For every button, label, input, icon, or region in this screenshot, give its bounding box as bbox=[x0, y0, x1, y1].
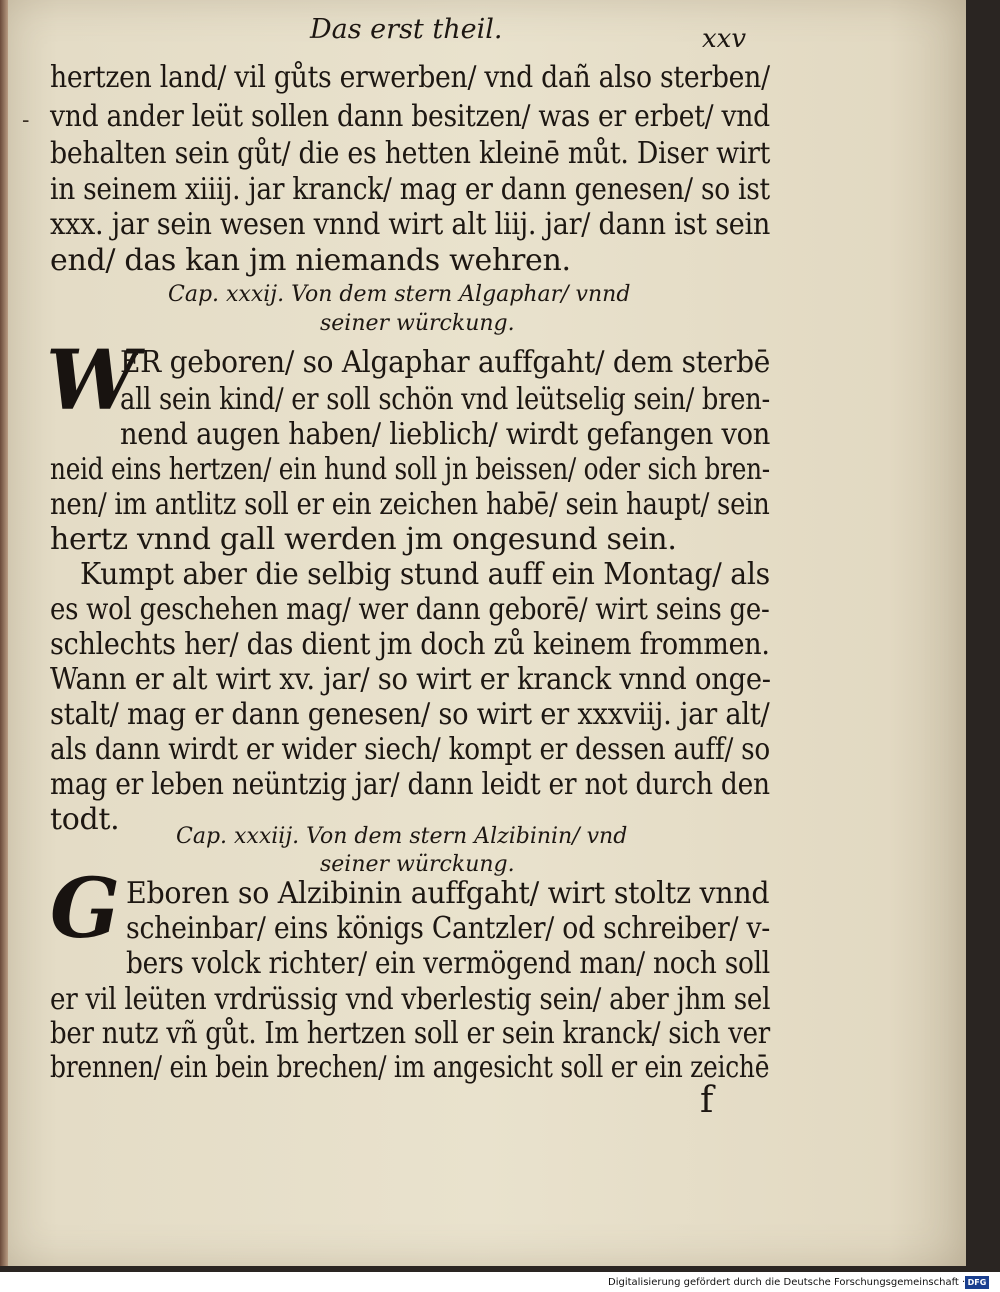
text-line: es wol geschehen mag/ wer dann geborē/ wirt seins ge- bbox=[50, 592, 770, 627]
chapter-heading: Cap. xxxij. Von dem stern Algaphar/ vnnd bbox=[168, 282, 631, 307]
text-line: Eboren so Alzibinin auffgaht/ wirt stoltz vnnd bbox=[126, 876, 770, 911]
dfg-logo: DFG bbox=[965, 1276, 989, 1289]
text-line: ber nutz vñ gůt. Im hertzen soll er sein kranck/ sich ver bbox=[50, 1016, 770, 1051]
chapter-heading-continued: seiner würckung. bbox=[320, 852, 515, 877]
text-line: hertzen land/ vil gůts erwerben/ vnd dañ also sterben/ bbox=[50, 60, 770, 95]
text-line: Wann er alt wirt xv. jar/ so wirt er kranck vnnd onge- bbox=[50, 662, 771, 697]
decorated-initial: G bbox=[50, 861, 121, 957]
chapter-heading-continued: seiner würckung. bbox=[320, 311, 515, 336]
text-line: xxx. jar sein wesen vnnd wirt alt liij. jar/ dann ist sein bbox=[50, 207, 771, 242]
text-line: ER geboren/ so Algaphar auffgaht/ dem sterbē bbox=[120, 345, 771, 380]
chapter-heading: Cap. xxxiij. Von dem stern Alzibinin/ vnd bbox=[176, 824, 628, 849]
text-line: nend augen haben/ lieblich/ wirdt gefangen von bbox=[120, 417, 771, 452]
text-line: als dann wirdt er wider siech/ kompt er dessen auff/ so bbox=[50, 732, 770, 767]
text-line: end/ das kan jm niemands wehren. bbox=[50, 243, 571, 278]
signature-mark: f bbox=[700, 1080, 714, 1121]
folio-number: xxv bbox=[702, 24, 747, 54]
running-title: Das erst theil. bbox=[310, 14, 503, 45]
text-line: neid eins hertzen/ ein hund soll jn beissen/ oder sich bren- bbox=[50, 452, 770, 487]
text-line: er vil leüten vrdrüssig vnd vberlestig sein/ aber jhm sel bbox=[50, 982, 771, 1017]
text-line: schlechts her/ das dient jm doch zů keinem frommen. bbox=[50, 627, 770, 662]
text-line: all sein kind/ er soll schön vnd leütselig sein/ bren- bbox=[120, 382, 770, 417]
decorated-initial: W bbox=[46, 333, 139, 429]
text-line: bers volck richter/ ein vermögend man/ noch soll bbox=[126, 946, 770, 981]
text-line: nen/ im antlitz soll er ein zeichen habē/ sein haupt/ sein bbox=[50, 487, 770, 522]
text-line: behalten sein gůt/ die es hetten kleinē můt. Diser wirt bbox=[50, 136, 771, 171]
page-edge bbox=[0, 0, 8, 1266]
margin-mark: - bbox=[22, 108, 30, 133]
text-line: hertz vnnd gall werden jm ongesund sein. bbox=[50, 522, 677, 557]
text-line: stalt/ mag er dann genesen/ so wirt er xxxviij. jar alt/ bbox=[50, 697, 770, 732]
text-line: scheinbar/ eins königs Cantzler/ od schreiber/ v- bbox=[126, 911, 771, 946]
text-line: todt. bbox=[50, 802, 120, 837]
text-line: Kumpt aber die selbig stund auff ein Montag/ als bbox=[80, 557, 770, 592]
text-line: vnd ander leüt sollen dann besitzen/ was er erbet/ vnd bbox=[50, 99, 770, 134]
text-line: mag er leben neüntzig jar/ dann leidt er not durch den bbox=[50, 767, 770, 802]
text-line: brennen/ ein bein brechen/ im angesicht soll er ein zeichē bbox=[50, 1050, 770, 1085]
funding-credit: Digitalisierung gefördert durch die Deutsche Forschungsgemeinschaft · bbox=[608, 1277, 966, 1288]
text-line: in seinem xiiij. jar kranck/ mag er dann genesen/ so ist bbox=[50, 172, 770, 207]
